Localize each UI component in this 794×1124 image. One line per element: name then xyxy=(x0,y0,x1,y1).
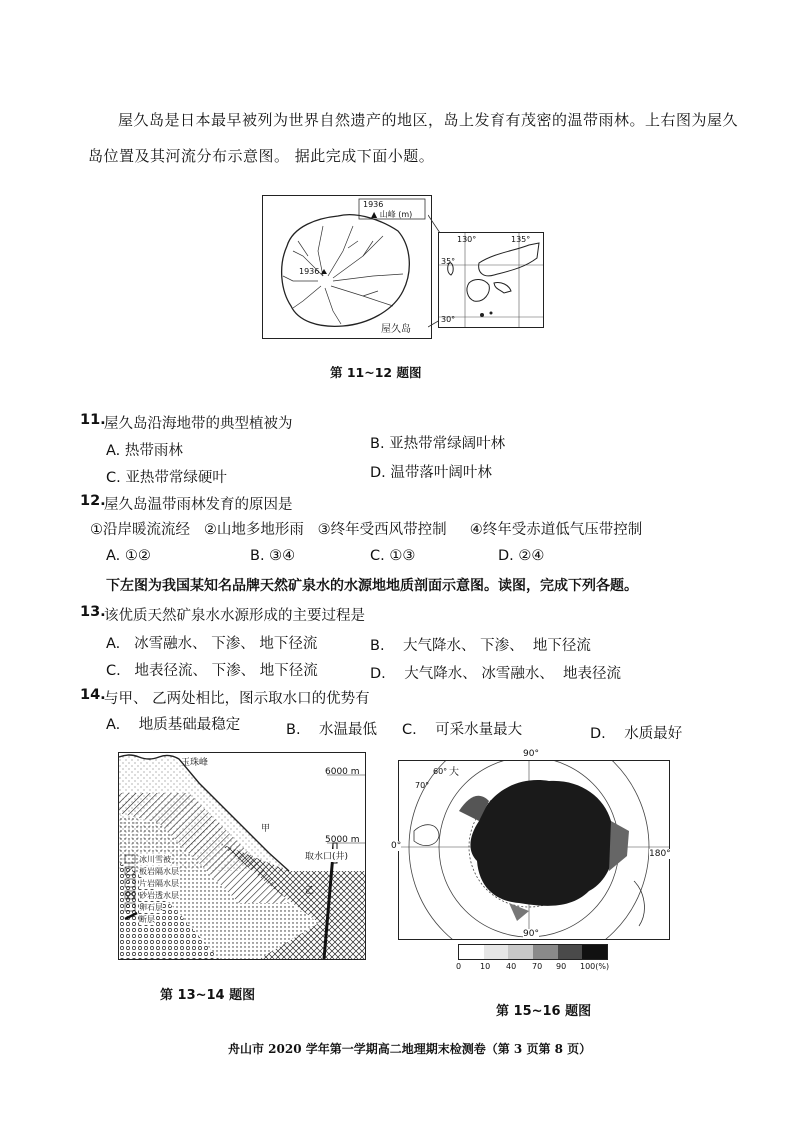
lon-right: 180° xyxy=(649,849,671,859)
q11-option-b: B. 亚热带常绿阔叶林 xyxy=(370,436,506,452)
arctic-map-svg xyxy=(399,761,669,939)
q13-option-a: A. 冰雪融水、 下渗、 地下径流 xyxy=(106,636,318,652)
figure-caption-13-14: 第 13~14 题图 xyxy=(160,988,256,1003)
q11-option-d: D. 温带落叶阔叶林 xyxy=(370,465,492,481)
island-name: 屋久岛 xyxy=(381,324,411,335)
lon-bottom: 90° xyxy=(523,929,539,939)
legend-sandstone: 砂岩透水层 xyxy=(139,891,179,900)
q14-option-d: D. 水质最好 xyxy=(590,726,683,742)
legend-cobble: 卵石层 xyxy=(139,903,163,912)
scale-70: 70 xyxy=(532,962,543,971)
lat-70: 70° xyxy=(415,781,430,790)
inset-lat-35: 35° xyxy=(441,257,456,266)
legend-schist: 片岩隔水层 xyxy=(139,879,179,888)
label-da: 大 xyxy=(449,767,459,778)
geology-section-figure xyxy=(118,752,366,960)
q12-option-c: C. ①③ xyxy=(370,548,416,564)
page-footer: 舟山市 2020 学年第一学期高二地理期末检测卷（第 3 页第 8 页） xyxy=(228,1042,592,1056)
figure-caption-15-16: 第 15~16 题图 xyxy=(496,1004,592,1019)
intro-line-1: 屋久岛是日本最早被列为世界自然遗产的地区，岛上发育有茂密的温带雨林。上右图为屋久 xyxy=(118,111,739,129)
q14-option-a: A. 地质基础最稳定 xyxy=(106,717,241,733)
lon-left: 0° xyxy=(391,841,402,851)
legend-peak: ▲ 山峰 (m) xyxy=(371,210,413,219)
inset-lon-135: 135° xyxy=(511,235,531,244)
q13-stem: 该优质天然矿泉水水源形成的主要过程是 xyxy=(104,608,365,624)
q13-number: 13. xyxy=(80,604,106,620)
figure-caption-11-12: 第 11~12 题图 xyxy=(330,365,422,380)
q13-option-d: D. 大气降水、 冰雪融水、 地表径流 xyxy=(370,666,622,682)
q14-option-c: C. 可采水量最大 xyxy=(402,722,523,738)
water-outlet-label: 取水口(井) xyxy=(305,849,348,862)
lon-top: 90° xyxy=(523,749,539,759)
q11-stem: 屋久岛沿海地带的典型植被为 xyxy=(104,416,293,432)
peak-name: 玉珠峰 xyxy=(181,758,209,768)
q14-stem: 与甲、 乙两处相比，图示取水口的优势有 xyxy=(104,691,370,707)
inset-map xyxy=(438,232,544,328)
island-map-figure xyxy=(262,195,432,339)
q11-option-c: C. 亚热带常绿硬叶 xyxy=(106,470,227,486)
q14-option-b: B. 水温最低 xyxy=(286,722,377,738)
scale-100: 100(%) xyxy=(580,962,610,971)
intro-line-2: 岛位置及其河流分布示意图。 据此完成下面小题。 xyxy=(88,147,435,165)
q13-option-b: B. 大气降水、 下渗、 地下径流 xyxy=(370,638,591,654)
elev-5000: 5000 m xyxy=(325,835,360,845)
scale-90: 90 xyxy=(556,962,567,971)
inset-map-svg xyxy=(439,233,543,327)
q12-items: ①沿岸暖流流经 ②山地多地形雨 ③终年受西风带控制 ④终年受赤道低气压带控制 xyxy=(90,522,643,538)
scale-10: 10 xyxy=(480,962,491,971)
intro-2: 下左图为我国某知名品牌天然矿泉水的水源地地质剖面示意图。读图，完成下列各题。 xyxy=(106,578,638,594)
q11-option-a: A. 热带雨林 xyxy=(106,443,183,459)
peak-label: 1936 xyxy=(299,267,320,276)
legend-slate: 板岩隔水层 xyxy=(139,867,179,876)
inset-lat-30: 30° xyxy=(441,315,456,324)
q13-option-c: C. 地表径流、 下渗、 地下径流 xyxy=(106,663,318,679)
elev-6000: 6000 m xyxy=(325,767,360,777)
inset-lon-130: 130° xyxy=(457,235,477,244)
q14-number: 14. xyxy=(80,687,106,703)
ice-scale-bar xyxy=(458,944,608,960)
arctic-map-figure xyxy=(391,749,671,940)
legend-fault: 断层 xyxy=(139,915,155,924)
q12-stem: 屋久岛温带雨林发育的原因是 xyxy=(104,497,293,513)
q12-option-d: D. ②④ xyxy=(498,548,545,564)
point-jia: 甲 xyxy=(261,824,271,834)
scale-40: 40 xyxy=(506,962,517,971)
q12-option-a: A. ①② xyxy=(106,548,151,564)
q11-number: 11. xyxy=(80,412,106,428)
lat-60: 60° xyxy=(433,767,448,776)
scale-0: 0 xyxy=(456,962,462,971)
q12-option-b: B. ③④ xyxy=(250,548,296,564)
legend-glacier: 冰川雪被 xyxy=(139,855,171,864)
point-yi: 乙 xyxy=(305,886,315,896)
q12-number: 12. xyxy=(80,493,106,509)
legend-elev: 1936 xyxy=(363,200,384,209)
